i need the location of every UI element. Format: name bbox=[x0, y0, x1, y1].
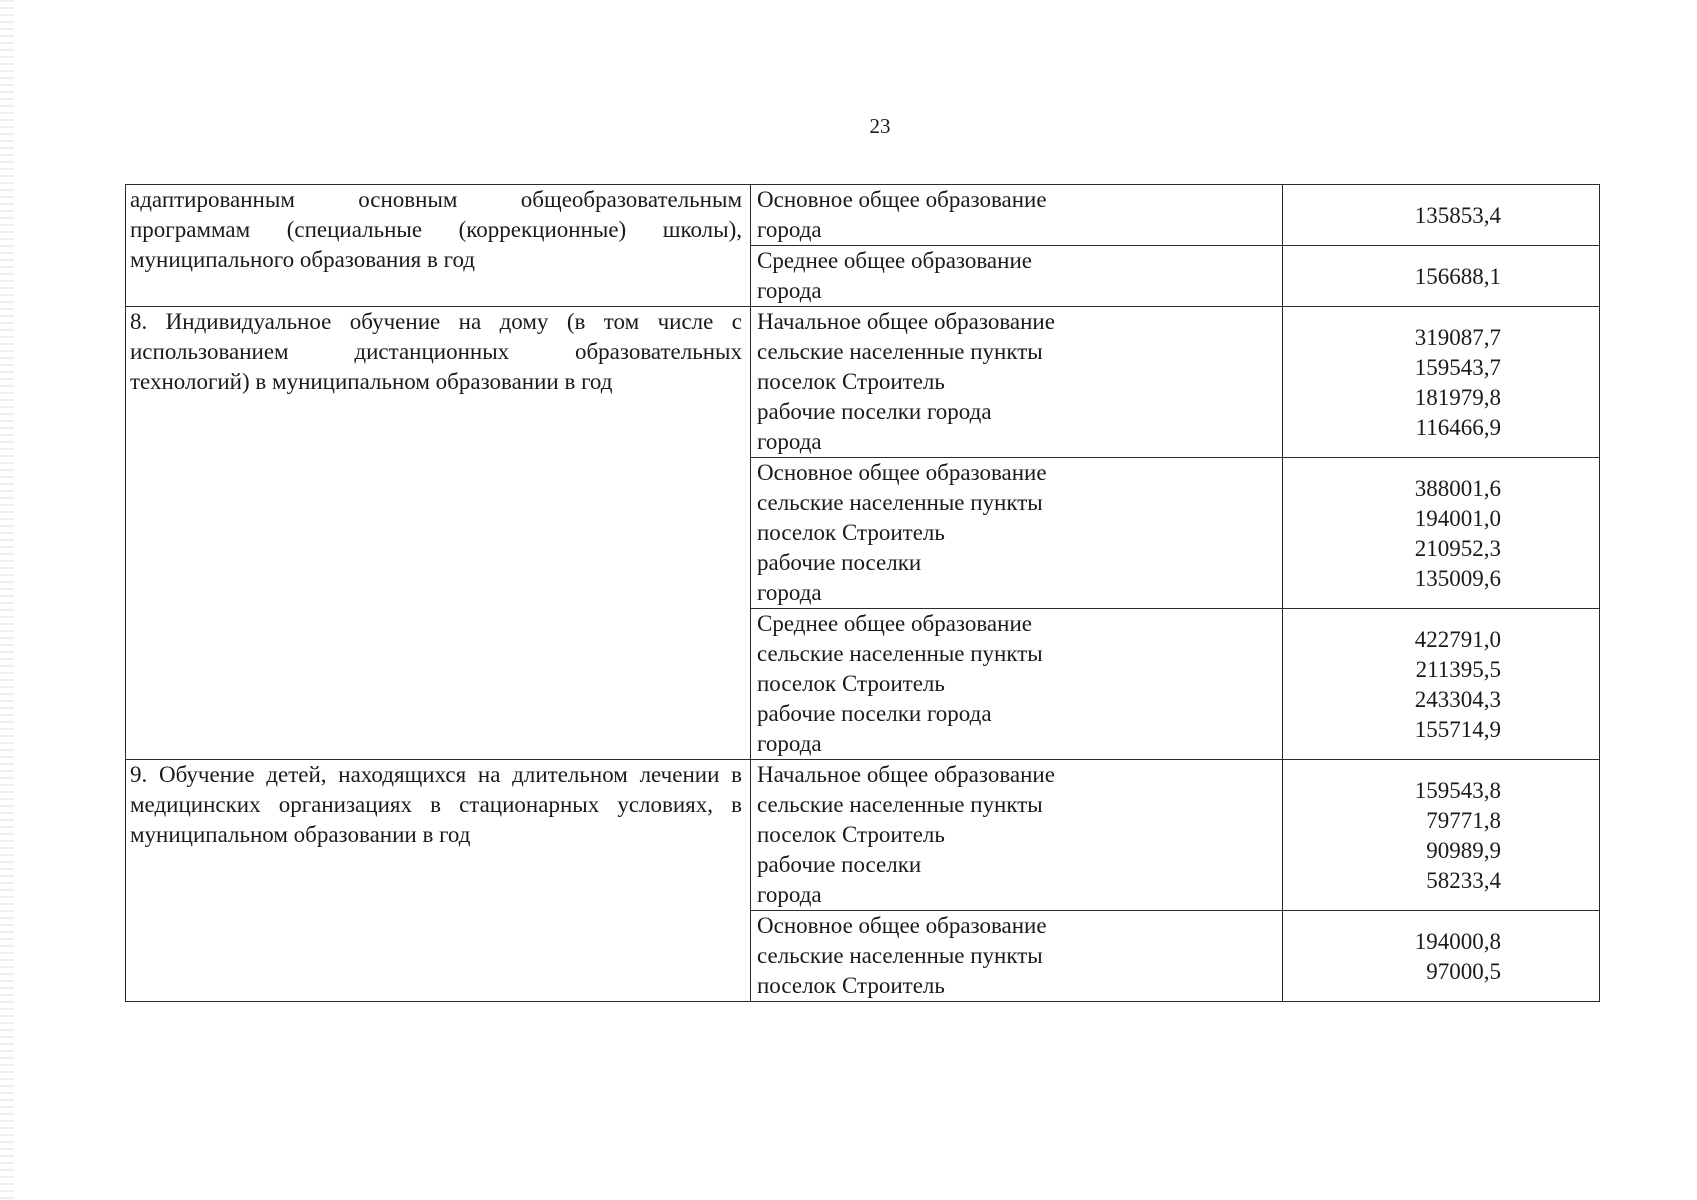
cost-value: 97000,5 bbox=[1426, 959, 1501, 984]
settlement-type-label: города bbox=[757, 429, 822, 454]
cost-value: 211395,5 bbox=[1415, 657, 1501, 682]
cost-value-cell bbox=[1283, 185, 1600, 246]
cost-value: 243304,3 bbox=[1414, 687, 1501, 712]
education-level-cell bbox=[751, 458, 1283, 609]
row-description bbox=[126, 185, 751, 307]
cost-value: 156688,1 bbox=[1414, 264, 1501, 289]
cost-value-cell bbox=[1283, 609, 1600, 760]
value-spacer bbox=[1283, 458, 1501, 474]
scan-edge-artifact bbox=[0, 0, 14, 1200]
row-description bbox=[126, 307, 751, 760]
education-level-cell bbox=[751, 246, 1283, 307]
cost-value: 422791,0 bbox=[1414, 627, 1501, 652]
table-row bbox=[126, 185, 1600, 246]
row-description-text: адаптированным основным общеобразовательным программам (специальные (коррекционные) школы), муниципального образования в год bbox=[130, 187, 742, 272]
table-row bbox=[126, 760, 1600, 911]
settlement-type-label: города bbox=[757, 580, 822, 605]
education-level-header: Начальное общее образование bbox=[757, 762, 1055, 787]
cost-value: 210952,3 bbox=[1414, 536, 1501, 561]
cost-value: 194001,0 bbox=[1414, 506, 1501, 531]
education-level-cell bbox=[751, 609, 1283, 760]
settlement-type-label: города bbox=[757, 217, 822, 242]
education-level-cell bbox=[751, 911, 1283, 1002]
cost-value: 116466,9 bbox=[1415, 415, 1501, 440]
cost-value: 79771,8 bbox=[1426, 808, 1501, 833]
settlement-type-label: поселок Строитель bbox=[757, 973, 945, 998]
cost-value: 194000,8 bbox=[1414, 929, 1501, 954]
settlement-type-label: города bbox=[757, 278, 822, 303]
cost-value: 90989,9 bbox=[1426, 838, 1501, 863]
settlement-type-label: поселок Строитель bbox=[757, 369, 945, 394]
value-spacer bbox=[1283, 760, 1501, 776]
settlement-type-label: сельские населенные пункты bbox=[757, 943, 1043, 968]
cost-value-cell bbox=[1283, 911, 1600, 1002]
education-level-header: Среднее общее образование bbox=[757, 248, 1032, 273]
cost-value-cell bbox=[1283, 307, 1600, 458]
education-level-header: Основное общее образование bbox=[757, 187, 1047, 212]
cost-value: 135853,4 bbox=[1414, 203, 1501, 228]
settlement-type-label: города bbox=[757, 731, 822, 756]
cost-value: 388001,6 bbox=[1414, 476, 1501, 501]
value-spacer bbox=[1283, 307, 1501, 323]
cost-value: 155714,9 bbox=[1414, 717, 1501, 742]
cost-value-cell bbox=[1283, 760, 1600, 911]
education-level-cell bbox=[751, 760, 1283, 911]
value-spacer bbox=[1283, 246, 1501, 262]
page-number: 23 bbox=[869, 114, 891, 138]
value-spacer bbox=[1283, 911, 1501, 927]
education-level-header: Начальное общее образование bbox=[757, 309, 1055, 334]
settlement-type-label: рабочие поселки города bbox=[757, 701, 992, 726]
settlement-type-label: поселок Строитель bbox=[757, 520, 945, 545]
education-level-cell bbox=[751, 307, 1283, 458]
education-level-header: Основное общее образование bbox=[757, 460, 1047, 485]
cost-value: 159543,8 bbox=[1414, 778, 1501, 803]
settlement-type-label: поселок Строитель bbox=[757, 822, 945, 847]
settlement-type-label: сельские населенные пункты bbox=[757, 641, 1043, 666]
cost-value: 58233,4 bbox=[1426, 868, 1501, 893]
settlement-type-label: сельские населенные пункты bbox=[757, 339, 1043, 364]
row-description bbox=[126, 760, 751, 1002]
cost-value: 319087,7 bbox=[1414, 325, 1501, 350]
settlement-type-label: сельские населенные пункты bbox=[757, 490, 1043, 515]
settlement-type-label: рабочие поселки bbox=[757, 852, 922, 877]
cost-value: 159543,7 bbox=[1414, 355, 1501, 380]
value-spacer bbox=[1283, 609, 1501, 625]
settlement-type-label: города bbox=[757, 882, 822, 907]
row-description-text: 8. Индивидуальное обучение на дому (в том числе с использованием дистанционных образовательных технологий) в муниципальном образовании в год bbox=[130, 309, 742, 394]
settlement-type-label: рабочие поселки bbox=[757, 550, 922, 575]
settlement-type-label: рабочие поселки города bbox=[757, 399, 992, 424]
cost-value-cell bbox=[1283, 458, 1600, 609]
table-row bbox=[126, 307, 1600, 458]
settlement-type-label: сельские населенные пункты bbox=[757, 792, 1043, 817]
education-level-header: Среднее общее образование bbox=[757, 611, 1032, 636]
cost-value: 181979,8 bbox=[1414, 385, 1501, 410]
cost-value: 135009,6 bbox=[1414, 566, 1501, 591]
settlement-type-label: поселок Строитель bbox=[757, 671, 945, 696]
education-level-header: Основное общее образование bbox=[757, 913, 1047, 938]
value-spacer bbox=[1283, 185, 1501, 201]
cost-value-cell bbox=[1283, 246, 1600, 307]
education-level-cell bbox=[751, 185, 1283, 246]
cost-table-body bbox=[126, 185, 1600, 1002]
cost-table bbox=[125, 184, 1600, 1002]
row-description-text: 9. Обучение детей, находящихся на длительном лечении в медицинских организациях в стационарных условиях, в муниципальном образовании в год bbox=[130, 762, 742, 847]
